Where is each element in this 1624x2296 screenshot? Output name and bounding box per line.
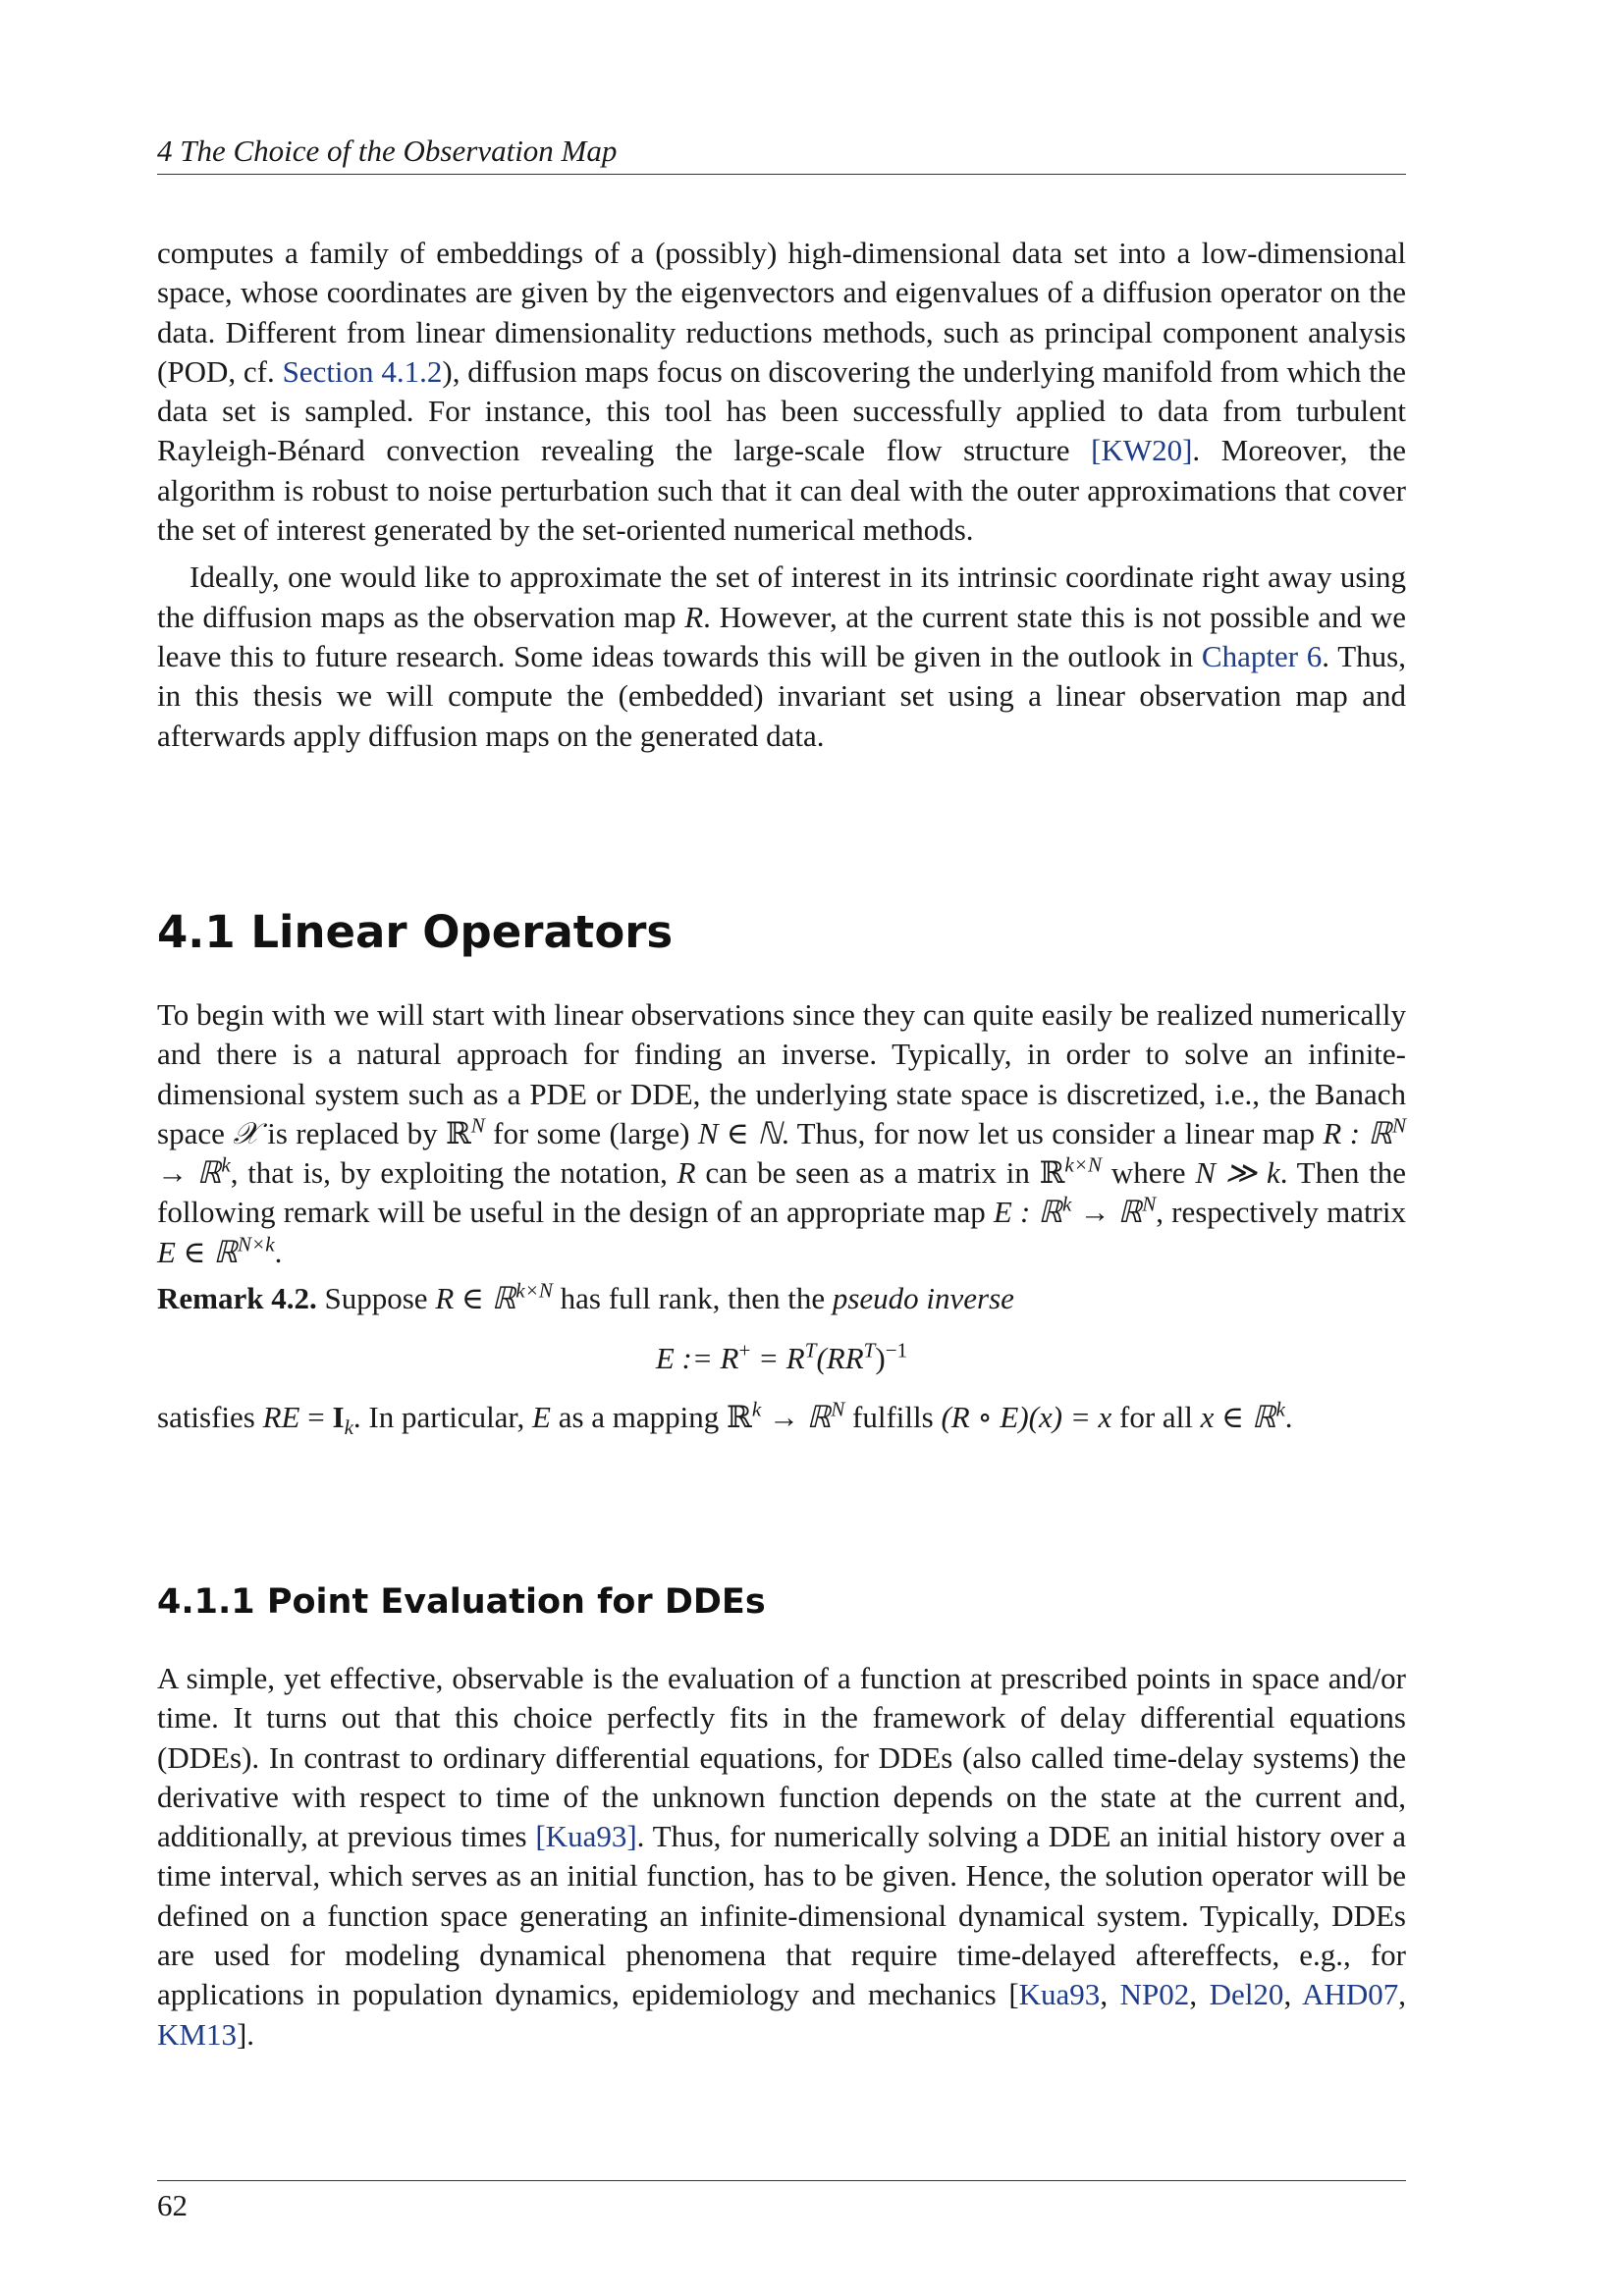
subsection-paragraph: A simple, yet effective, observable is the evaluation of a function at prescribed points in space and/or time. It turns out that this choice perfectly fits in the framework of delay differential equations (DDEs). In contrast to ordinary differential equations, for DDEs (also called time-delay systems) the derivative with respect to time of the unknown function depends on the state at the current and, additionally, at previous times [Kua93]. Thus, for numerically solving a DDE an initial history over a time interval, which serves as an initial function, has to be given. Hence, the solution operator will be defined on a function space generating an infinite-dimensional dynamical system. Typically, DDEs are used for modeling dynamical phenomena that require time-delayed aftereffects, e.g., for applications in population dynamics, epidemiology and mechanics [Kua93, NP02, Del20, AHD07, KM13]. [157, 1661, 1407, 2052]
citation-link[interactable]: [KW20] [1091, 433, 1193, 468]
citation-link[interactable]: Kua93 [1018, 1977, 1101, 2012]
footer-rule [157, 2180, 1406, 2181]
citation-link[interactable]: Del20 [1209, 1977, 1284, 2012]
header-rule [157, 174, 1406, 175]
citation-link[interactable]: [Kua93] [535, 1819, 637, 1854]
display-equation: E := $R^+ = R^T(RR^T)^{-1}$ [655, 1338, 908, 1375]
citation-link[interactable]: NP02 [1119, 1977, 1190, 2012]
citation-link[interactable]: AHD07 [1302, 1977, 1399, 2012]
intro-text [157, 234, 1406, 756]
page-number: 62 [157, 2188, 188, 2222]
citation-link[interactable]: KM13 [157, 2016, 237, 2052]
section-link[interactable]: Section 4.1.2 [282, 353, 443, 389]
remark-term: pseudo inverse [832, 1281, 1014, 1315]
running-head: 4 The Choice of the Observation Map [157, 133, 618, 168]
subsection-text [157, 1659, 1406, 2055]
section-text [157, 995, 1406, 1272]
intro-paragraph-1: computes a family of embeddings of a (possibly) high-dimensional data set into a low-dimensional space, whose coordinates are given by the eigenvectors and eigenvalues of a diffusion operator on the data. Different from linear dimensionality reductions methods, such as principal component analysis (POD, cf. Section 4.1.2), diffusion maps focus on discovering the underlying manifold from which the data set is sampled. For instance, this tool has been successfully applied to data from turbulent Rayleigh-Bénard convection revealing the large-scale flow structure [KW20]. Moreover, the algorithm is robust to noise perturbation such that it can deal with the outer approximations that cover the set of interest generated by the set-oriented numerical methods. [157, 236, 1407, 548]
section-paragraph: To begin with we will start with linear observations since they can quite easily be realized numerically and there is a natural approach for finding an inverse. Typically, in order to solve an infinite-dimensional system such as a PDE or DDE, the underlying state space is discretized, i.e., the Banach space 𝒳 is replaced by ℝ$^N$ for some (large) N ∈ ℕ. Thus, for now let us consider a linear map R : ℝ$^N$ → ℝ$^k$, that is, by exploiting the notation, R can be seen as a matrix in ℝ$^{k\times N}$ where N ≫ k. Then the following remark will be useful in the design of an appropriate map E : ℝ$^k$ → ℝ$^N$, respectively matrix E ∈ ℝ$^{N\times k}$. [157, 997, 1407, 1269]
subsection-heading: 4.1.1 Point Evaluation for DDEs [157, 1582, 766, 1622]
chapter-link[interactable]: Chapter 6 [1201, 638, 1323, 673]
remark-conclusion: satisfies RE = $I_k$. In particular, E as a mapping ℝ$^k$ → ℝ$^N$ fulfills (R ∘ E)(x) = x for all x ∈ ℝ$^k$. [157, 1397, 1293, 1440]
remark-statement: Remark 4.2. Suppose R ∈ ℝ$^{k\times N}$ has full rank, then the pseudo inverse [157, 1278, 1014, 1315]
document-page [157, 0, 1406, 2296]
section-heading: 4.1 Linear Operators [157, 906, 674, 958]
intro-paragraph-2: Ideally, one would like to approximate the set of interest in its intrinsic coordinate right away using the diffusion maps as the observation map R. However, at the current state this is not possible and we leave this to future research. Some ideas towards this will be given in the outlook in Chapter 6. Thus, in this thesis we will compute the (embedded) invariant set using a linear observation map and afterwards apply diffusion maps on the generated data. [157, 560, 1406, 753]
remark-label: Remark 4.2. [157, 1281, 317, 1315]
